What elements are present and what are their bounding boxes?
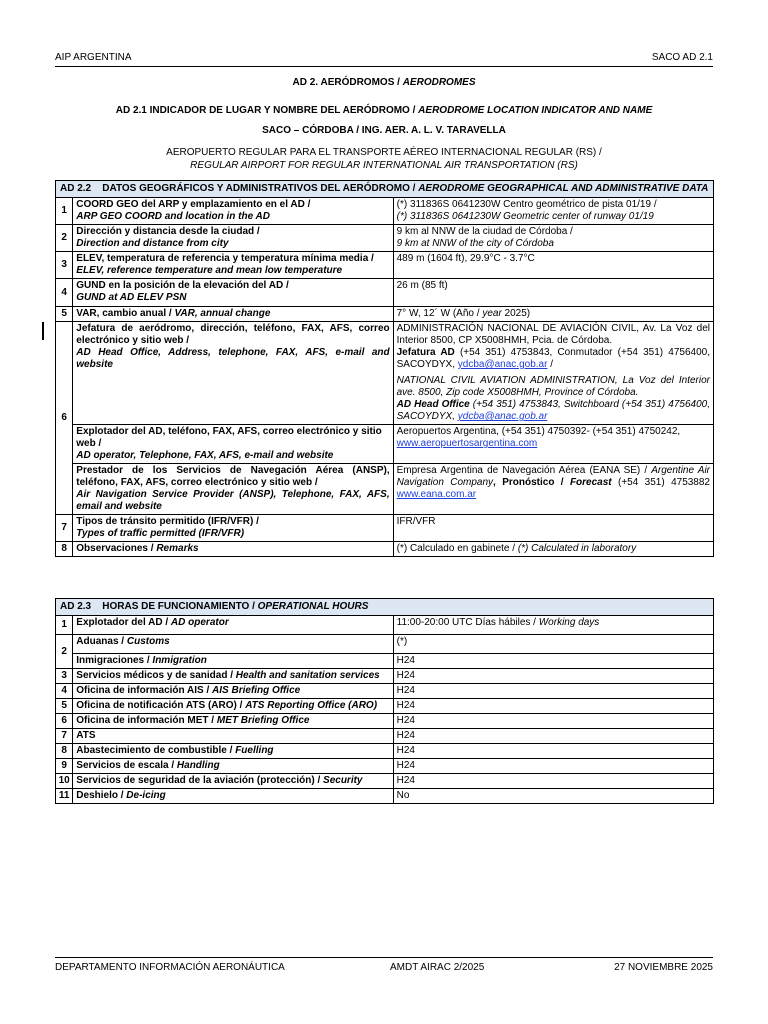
- table-row: 6 Oficina de información MET / MET Briefing Office H24: [56, 714, 714, 729]
- ad22-header: AD 2.2 DATOS GEOGRÁFICOS Y ADMINISTRATIVOS DEL AERÓDROMO / AERODROME GEOGRAPHICAL AND ADMINISTRATIVE DATA: [56, 181, 714, 198]
- table-row: 7 ATS H24: [56, 729, 714, 744]
- change-bar: [42, 322, 44, 340]
- website-link[interactable]: www.aeropuertosargentina.com: [396, 438, 538, 449]
- table-row: 3 Servicios médicos y de sanidad / Health and sanitation services H24: [56, 669, 714, 684]
- website-link[interactable]: www.eana.com.ar: [396, 489, 477, 500]
- email-link[interactable]: ydcba@anac.gob.ar: [457, 411, 548, 422]
- section-title-ad2: AD 2. AERÓDROMOS / AERODROMES: [292, 77, 476, 88]
- table-row: 4 Oficina de información AIS / AIS Briefing Office H24: [56, 684, 714, 699]
- table-row: 5 VAR, cambio anual / VAR, annual change 7° W, 12´ W (Año / year 2025): [56, 307, 714, 322]
- ad22-table: [55, 180, 714, 557]
- table-row: Prestador de los Servicios de Navegación Aérea (ANSP), teléfono, FAX, AFS, correo electrónico y sitio web / Air Navigation Service Provider (ANSP), Telephone, FAX, AFS, email and website Empresa Argentina de Navegación Aérea (EANA SE) / Argentine Air Navigation Company, Pronóstico / Forecast (+54 351) 4753882 www.eana.com.ar: [56, 464, 714, 515]
- table-row: 8 Observaciones / Remarks (*) Calculado en gabinete / (*) Calculated in laboratory: [56, 542, 714, 557]
- page-header: [55, 52, 713, 67]
- section-title-ad21: AD 2.1 INDICADOR DE LUGAR Y NOMBRE DEL AERÓDROMO / AERODROME LOCATION INDICATOR AND NAME: [115, 105, 653, 116]
- table-row: 4 GUND en la posición de la elevación del AD / GUND at AD ELEV PSN 26 m (85 ft): [56, 279, 714, 307]
- table-row: Inmigraciones / Inmigration H24: [56, 654, 714, 669]
- page-footer: [55, 957, 713, 975]
- table-row: 1 Explotador del AD / AD operator 11:00-20:00 UTC Días hábiles / Working days: [56, 616, 714, 635]
- table-row: 8 Abastecimiento de combustible / Fuelling H24: [56, 744, 714, 759]
- table-row: 2 Dirección y distancia desde la ciudad / Direction and distance from city 9 km al NNW de la ciudad de Córdoba / 9 km at NNW of the city of Córdoba: [56, 225, 714, 252]
- ad23-header: AD 2.3 HORAS DE FUNCIONAMIENTO / OPERATIONAL HOURS: [56, 599, 714, 616]
- footer-right: 27 NOVIEMBRE 2025: [614, 962, 713, 973]
- aerodrome-type: AEROPUERTO REGULAR PARA EL TRANSPORTE AÉREO INTERNACIONAL REGULAR (RS) / REGULAR AIRPORT FOR REGULAR INTERNATIONAL AIR TRANSPORTATION (RS): [166, 147, 602, 171]
- table-row: Explotador del AD, teléfono, FAX, AFS, correo electrónico y sitio web / AD operator, Telephone, FAX, AFS, e-mail and website Aeropuertos Argentina, (+54 351) 4750392- (+54 351) 4750242, www.aeropuertosargentina.com: [56, 425, 714, 464]
- table-row: 9 Servicios de escala / Handling H24: [56, 759, 714, 774]
- footer-center: AMDT AIRAC 2/2025: [390, 962, 485, 973]
- aerodrome-name: SACO – CÓRDOBA / ING. AER. A. L. V. TARAVELLA: [262, 125, 506, 136]
- table-row: 6 Jefatura de aeródromo, dirección, teléfono, FAX, AFS, correo electrónico y sitio web / AD Head Office, Address, telephone, FAX, AFS, e-mail and website ADMINISTRACIÓN NACIONAL DE AVIACIÓN CIVIL, Av. La Voz del Interior 8500, CP X5008HMH, Pcia. de Córdoba. Jefatura AD (+54 351) 4753843, Conmutador (+54 351) 4756400, SACOYDYX, ydcba@anac.gob.ar / NATIONAL CIVIL AVIATION ADMINISTRATION, La Voz del Interior ave. 8500, Zip code X5008HMH, Province of Córdoba. AD Head Office (+54 351) 4753843, Switchboard (+54 351) 4756400, SACOYDYX, ydcba@anac.gob.ar: [56, 322, 714, 425]
- table-row: 11 Deshielo / De-icing No: [56, 789, 714, 804]
- footer-left: DEPARTAMENTO INFORMACIÓN AERONÁUTICA: [55, 962, 285, 973]
- email-link[interactable]: ydcba@anac.gob.ar: [457, 359, 548, 370]
- table-row: 5 Oficina de notificación ATS (ARO) / ATS Reporting Office (ARO) H24: [56, 699, 714, 714]
- table-row: 7 Tipos de tránsito permitido (IFR/VFR) / Types of traffic permitted (IFR/VFR) IFR/VFR: [56, 515, 714, 542]
- header-left: AIP ARGENTINA: [55, 52, 132, 63]
- table-row: 1 COORD GEO del ARP y emplazamiento en el AD / ARP GEO COORD and location in the AD (*) 311836S 0641230W Centro geométrico de pista 01/19 / (*) 311836S 0641230W Geometric center of runway 01/19: [56, 198, 714, 225]
- table-row: 10 Servicios de seguridad de la aviación (protección) / Security H24: [56, 774, 714, 789]
- table-row: 2 Aduanas / Customs (*): [56, 635, 714, 654]
- table-row: 3 ELEV, temperatura de referencia y temperatura mínima media / ELEV, reference temperature and mean low temperature 489 m (1604 ft), 29.9°C - 3.7°C: [56, 252, 714, 279]
- header-right: SACO AD 2.1: [651, 52, 713, 63]
- ad23-table: [55, 598, 714, 804]
